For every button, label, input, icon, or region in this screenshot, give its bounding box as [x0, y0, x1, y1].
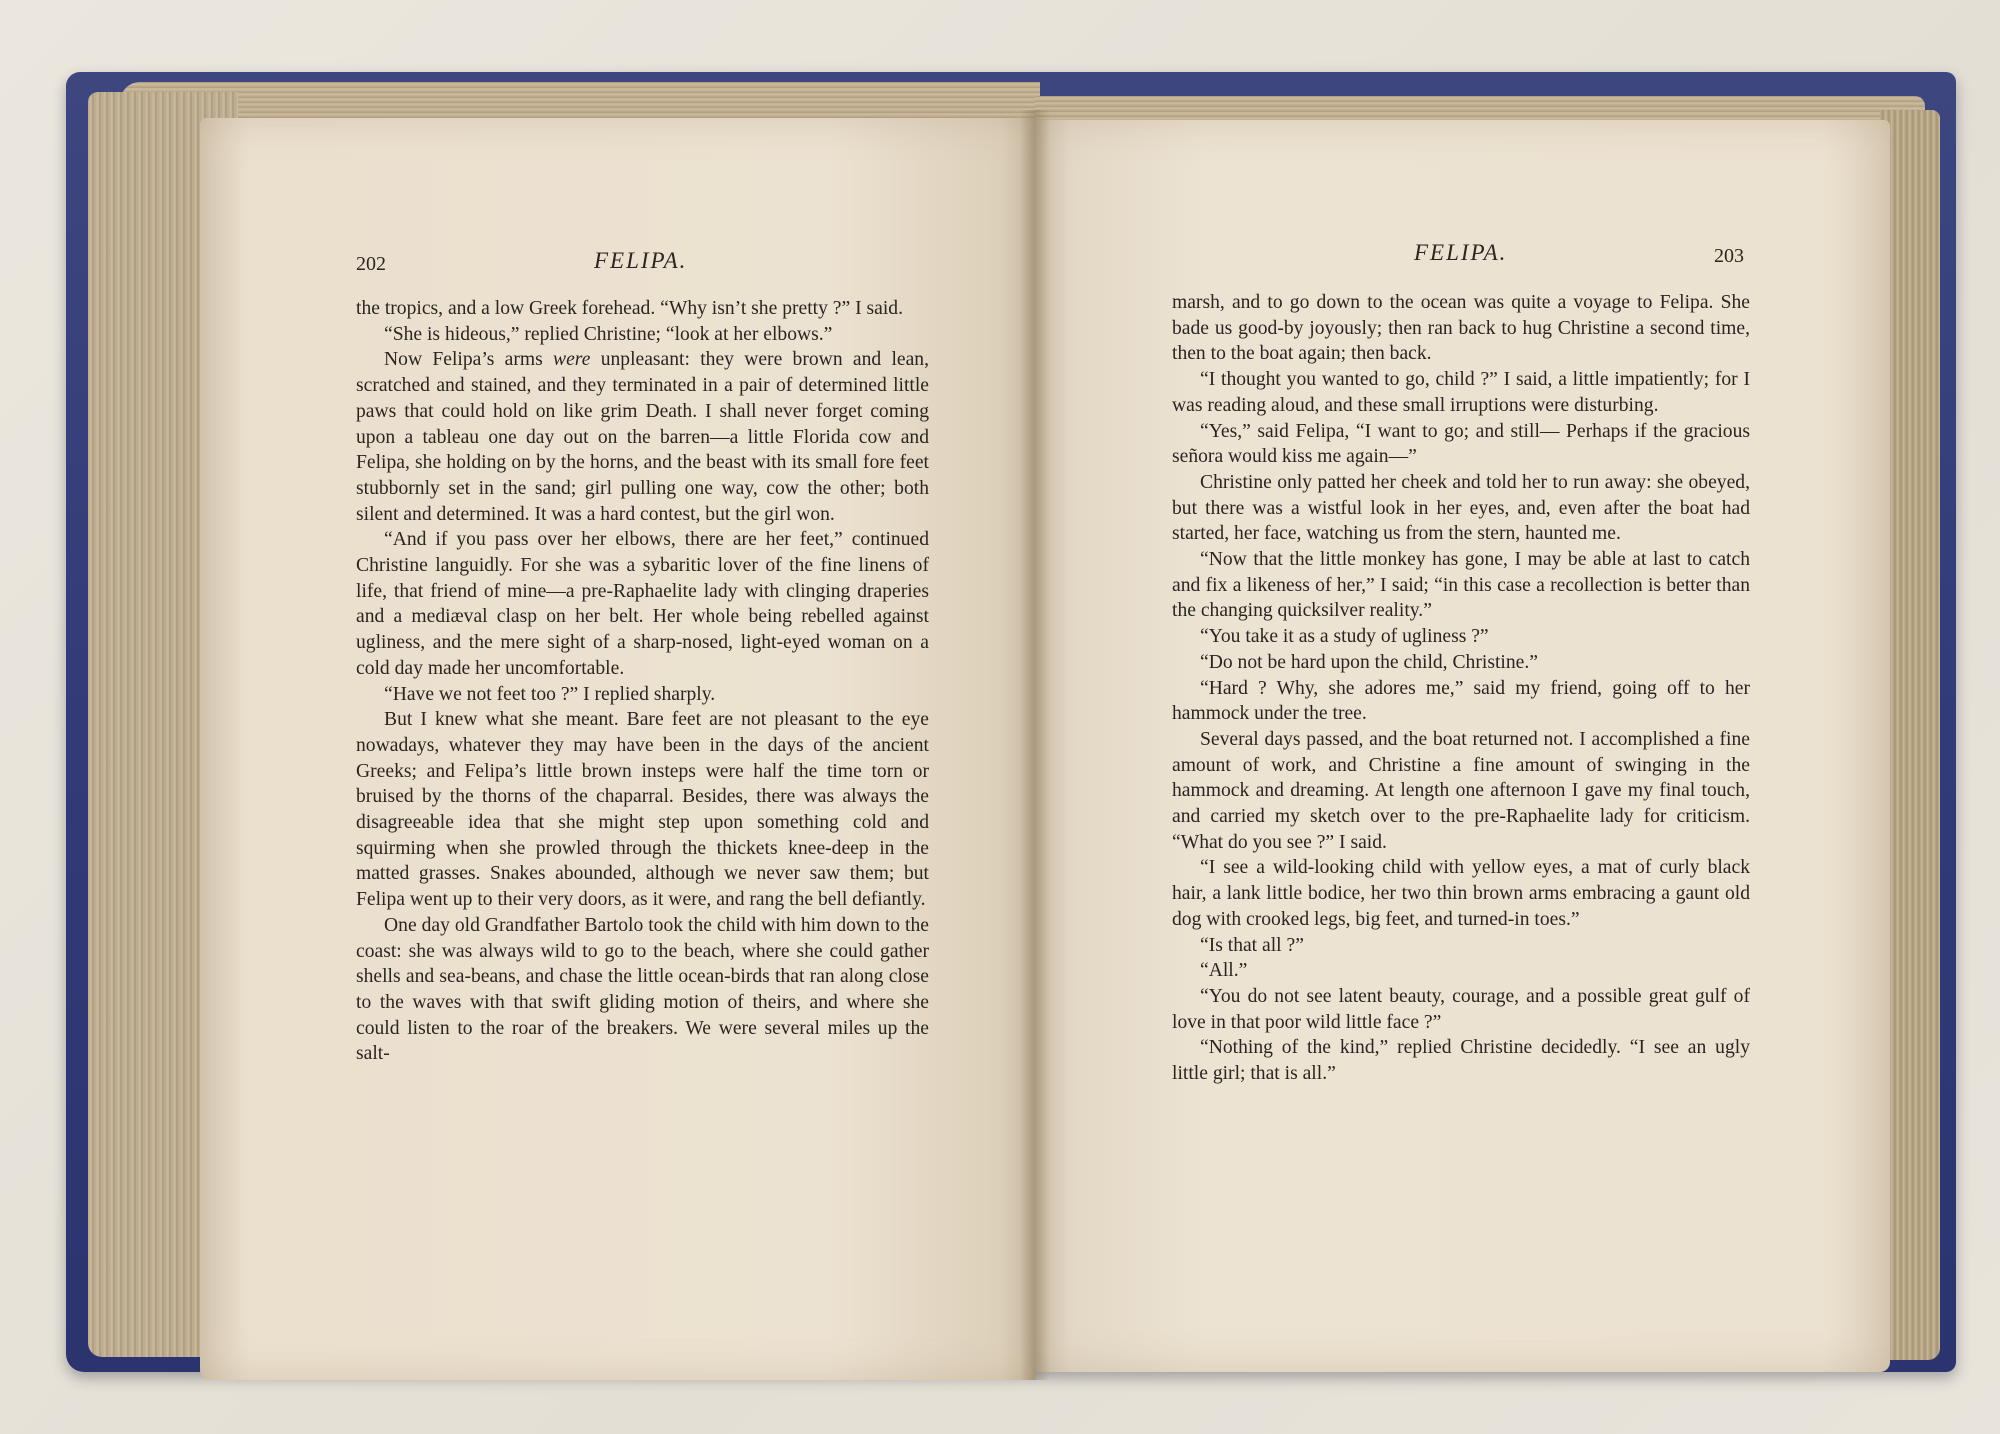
right-page-number: 203 — [1714, 245, 1744, 267]
paragraph — [1172, 650, 1750, 676]
paragraph — [1172, 624, 1750, 650]
paragraph — [1172, 419, 1750, 470]
paragraph-text: But I knew what she meant. Bare feet are not pleasant to the eye nowadays, whatever they may have been in the days of the ancient Greeks; and Felipa’s little brown insteps were half the time torn or bruised by the thorns of the chaparral. Besides, there was always the disagreeable idea that she might step upon something cold and squirming when she prowled through the thickets knee-deep in the matted grasses. Snakes abounded, although we never saw them; but Felipa went up to their very doors, as it were, and rang the bell defiantly. — [356, 709, 929, 911]
paragraph-text: unpleasant: they were brown and lean, scratched and stained, and they terminated in a pair of determined little paws that could hold on like grim Death. I shall never forget coming upon a tableau one day out on the barren—a little Florida cow and Felipa, she holding on by the horns, and the beast with its small fore feet stubbornly set in the sand; girl pulling one way, cow the other; both silent and determined. It was a hard contest, but the girl won. — [356, 349, 929, 525]
paragraph — [356, 913, 929, 1067]
paragraph-text: “Have we not feet too ?” I replied sharply. — [384, 683, 716, 705]
paragraph-text: “I thought you wanted to go, child ?” I said, a little impatiently; for I was reading aloud, and these small irruptions were disturbing. — [1172, 369, 1750, 416]
paragraph-text: “Yes,” said Felipa, “I want to go; and still— Perhaps if the gracious señora would kiss me again—” — [1172, 420, 1750, 468]
left-page-body — [356, 296, 929, 1067]
paragraph-text: “She is hideous,” replied Christine; “look at her elbows.” — [384, 323, 833, 345]
right-page-body — [1172, 290, 1750, 1087]
paragraph-text: the tropics, and a low Greek forehead. “Why isn’t she pretty ?” I said. — [356, 298, 903, 319]
paragraph-text: One day old Grandfather Bartolo took the child with him down to the coast: she was always wild to go to the beach, where she could gather shells and sea-beans, and chase the little ocean-birds that ran along close to the waves with that swift gliding motion of theirs, and where she could listen to the roar of the breakers. We were several miles up the salt- — [356, 914, 929, 1065]
emphasis-text: were — [553, 349, 591, 371]
paragraph — [1172, 1035, 1750, 1086]
paragraph-text: Christine only patted her cheek and told her to run away: she obeyed, but there was a wistful look in her eyes, and, even after the boat had started, her face, watching us from the stern, haunted me. — [1172, 471, 1750, 545]
right-running-title: FELIPA. — [1414, 240, 1508, 265]
paragraph — [1172, 547, 1750, 624]
paragraph — [1172, 367, 1750, 418]
paragraph — [1172, 855, 1750, 932]
paragraph — [1172, 676, 1750, 727]
paragraph — [356, 347, 929, 527]
paragraph-text: “Do not be hard upon the child, Christine.” — [1200, 651, 1538, 673]
paragraph-text: “Is that all ?” — [1200, 934, 1304, 956]
paragraph — [356, 682, 929, 708]
paragraph-text: Now Felipa’s arms — [384, 349, 554, 371]
paragraph — [1172, 958, 1750, 984]
paragraph — [1172, 933, 1750, 959]
book-gutter — [1020, 110, 1050, 1380]
paragraph-text: “And if you pass over her elbows, there are her feet,” continued Christine languidly. For she was a sybaritic lover of the fine linens of life, that friend of mine—a pre-Raphaelite lady with clinging draperies and a mediæval clasp on her belt. Her whole being rebelled against ugliness, and the mere sight of a sharp-nosed, light-eyed woman on a cold day made her uncomfortable. — [356, 529, 929, 679]
left-page-number: 202 — [356, 253, 386, 275]
paragraph — [1172, 984, 1750, 1035]
paragraph — [1172, 470, 1750, 547]
paragraph-text: “You take it as a study of ugliness ?” — [1200, 626, 1489, 648]
paragraph-text: “I see a wild-looking child with yellow eyes, a mat of curly black hair, a lank little bodice, her two thin brown arms embracing a gaunt old dog with crooked legs, big feet, and turned-in toes.” — [1172, 857, 1750, 930]
paragraph-text: “Nothing of the kind,” replied Christine decidedly. “I see an ugly little girl; that is all.” — [1172, 1037, 1750, 1085]
paragraph-text: “Now that the little monkey has gone, I may be able at last to catch and fix a likeness of her,” I said; “in this case a recollection is better than the changing quicksilver reality.” — [1172, 549, 1750, 622]
paragraph — [356, 527, 929, 681]
paragraph-text: Several days passed, and the boat returned not. I accomplished a fine amount of work, and Christine a fine amount of swinging in the hammock and dreaming. At length one afternoon I gave my final touch, and carried my sketch over to the pre-Raphaelite lady for criticism. “What do you see ?” I said. — [1172, 728, 1750, 853]
paragraph-text: “All.” — [1200, 960, 1248, 982]
paragraph — [1172, 290, 1750, 367]
paragraph-text: marsh, and to go down to the ocean was quite a voyage to Felipa. She bade us good-by joyously; then ran back to hug Christine a second time, then to the boat again; then back. — [1172, 292, 1750, 365]
paragraph — [356, 322, 929, 348]
paragraph — [356, 296, 929, 322]
paragraph-text: “You do not see latent beauty, courage, and a possible great gulf of love in that poor wild little face ?” — [1172, 985, 1750, 1033]
left-running-title: FELIPA. — [594, 248, 688, 273]
paragraph — [1172, 727, 1750, 856]
paragraph — [356, 707, 929, 913]
paragraph-text: “Hard ? Why, she adores me,” said my friend, going off to her hammock under the tree. — [1172, 677, 1750, 725]
